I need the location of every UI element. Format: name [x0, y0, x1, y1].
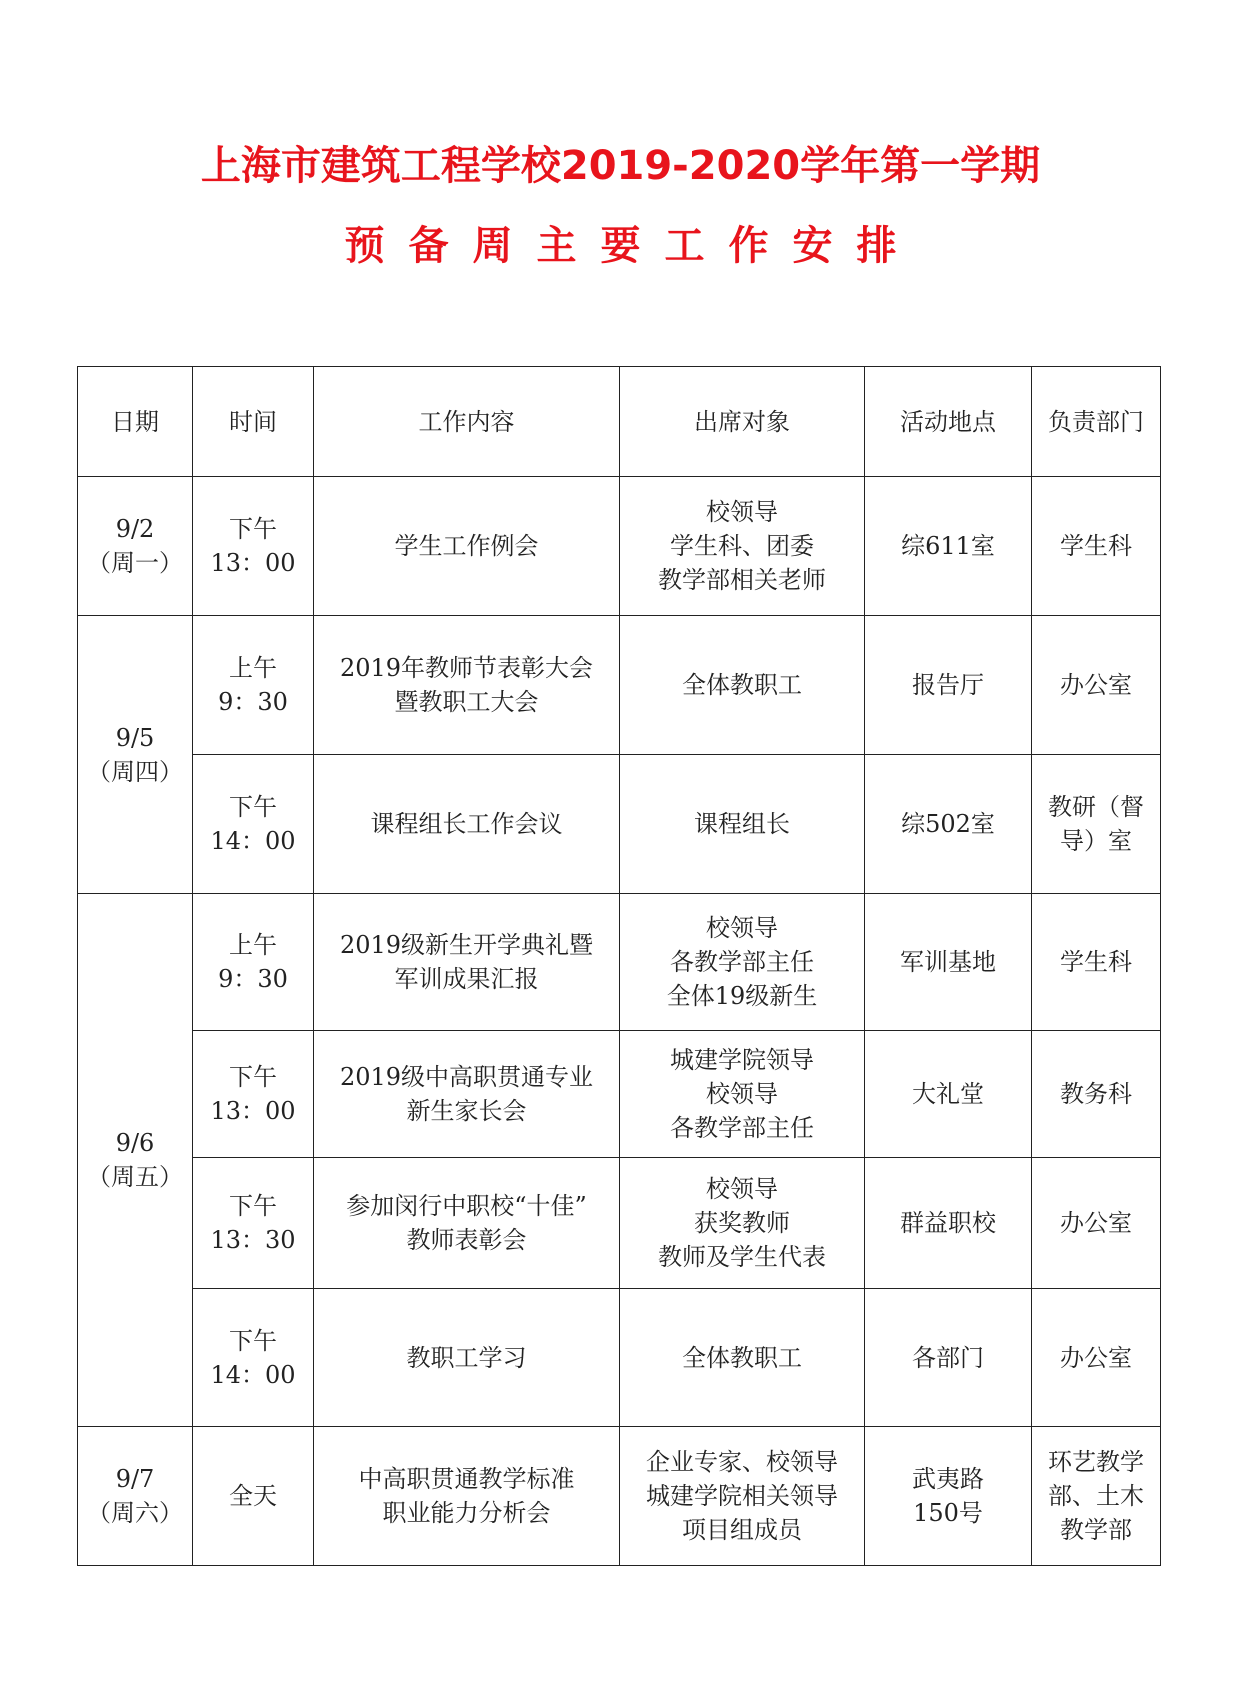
time-cell	[193, 1031, 314, 1158]
content-cell-line: 学生工作例会	[394, 532, 539, 560]
table-row	[78, 1289, 1161, 1427]
date-cell-line: 9/2	[115, 515, 155, 543]
department-cell-line: 办公室	[1060, 671, 1132, 699]
time-cell	[193, 894, 314, 1031]
attendees-cell	[620, 1427, 865, 1566]
department-cell-line: 办公室	[1060, 1343, 1132, 1372]
attendees-cell-line: 各教学部主任	[670, 1114, 814, 1142]
time-cell	[193, 477, 314, 616]
time-cell-line: 14：00	[210, 827, 296, 855]
header-location: 活动地点	[865, 367, 1032, 477]
attendees-cell	[620, 1289, 865, 1427]
time-cell	[193, 1427, 314, 1566]
department-cell-line: 学生科	[1060, 532, 1132, 560]
content-cell	[314, 1031, 620, 1158]
time-cell	[193, 1289, 314, 1427]
department-cell	[1032, 616, 1161, 755]
location-cell-line: 群益职校	[900, 1209, 996, 1237]
content-cell-line: 教师表彰会	[406, 1226, 527, 1254]
content-cell	[314, 1289, 620, 1427]
department-cell-line: 办公室	[1060, 1209, 1132, 1237]
department-cell	[1032, 894, 1161, 1031]
attendees-cell-line: 项目组成员	[682, 1516, 802, 1544]
date-cell-line: （周五）	[87, 1163, 183, 1191]
document-title-line2: 预备周主要工作安排	[344, 223, 921, 269]
time-cell-line: 下午	[229, 1326, 277, 1355]
location-cell-line: 报告厅	[912, 671, 984, 699]
content-cell	[314, 616, 620, 755]
attendees-cell-line: 教学部相关老师	[658, 566, 826, 594]
attendees-cell-line: 校领导	[706, 914, 778, 942]
location-cell-line: 大礼堂	[912, 1080, 984, 1108]
table-header-row	[78, 367, 1161, 477]
attendees-cell-line: 全体教职工	[682, 671, 802, 699]
department-cell-line: 学生科	[1060, 948, 1132, 976]
content-cell	[314, 894, 620, 1031]
attendees-cell	[620, 894, 865, 1031]
time-cell-line: 13：00	[210, 1097, 296, 1125]
date-cell-line: 9/5	[115, 723, 155, 752]
table-row	[78, 616, 1161, 755]
content-cell-line: 暨教职工大会	[394, 688, 539, 716]
time-cell-line: 全天	[229, 1482, 277, 1510]
date-cell	[78, 1427, 193, 1566]
time-cell-line: 下午	[229, 515, 277, 543]
department-cell	[1032, 1031, 1161, 1158]
location-cell-line: 军训基地	[900, 948, 996, 976]
date-cell-line: （周六）	[87, 1499, 183, 1527]
content-cell-line: 参加闵行中职校“十佳”	[346, 1192, 587, 1220]
location-cell-line: 各部门	[912, 1343, 984, 1372]
department-cell	[1032, 1289, 1161, 1427]
content-cell-line: 教职工学习	[406, 1343, 527, 1372]
date-cell-line: （周一）	[87, 549, 183, 577]
time-cell-line: 13：30	[210, 1226, 296, 1254]
location-cell-line: 综502室	[901, 810, 995, 838]
location-cell	[865, 1158, 1032, 1289]
location-cell	[865, 616, 1032, 755]
date-cell	[78, 616, 193, 894]
attendees-cell-line: 学生科、团委	[670, 532, 814, 560]
location-cell-line: 150号	[913, 1499, 983, 1527]
attendees-cell-line: 各教学部主任	[670, 948, 814, 976]
schedule-table	[77, 366, 1161, 1566]
time-cell	[193, 755, 314, 894]
time-cell-line: 下午	[229, 1063, 277, 1091]
time-cell-line: 9：30	[218, 688, 288, 716]
location-cell	[865, 477, 1032, 616]
date-cell-line: 9/6	[115, 1129, 155, 1157]
table-row	[78, 477, 1161, 616]
attendees-cell	[620, 477, 865, 616]
date-cell	[78, 894, 193, 1427]
attendees-cell	[620, 616, 865, 755]
content-cell	[314, 755, 620, 894]
time-cell	[193, 1158, 314, 1289]
header-date: 日期	[78, 367, 193, 477]
time-cell-line: 上午	[229, 654, 277, 682]
attendees-cell-line: 全体教职工	[682, 1343, 802, 1372]
content-cell-line: 中高职贯通教学标准	[358, 1465, 575, 1493]
attendees-cell-line: 全体19级新生	[666, 982, 818, 1010]
header-department: 负责部门	[1032, 367, 1161, 477]
time-cell-line: 9：30	[218, 965, 288, 993]
date-cell-line: 9/7	[115, 1465, 155, 1493]
document-title-line1: 上海市建筑工程学校2019-2020学年第一学期	[200, 143, 1041, 189]
header-attendees: 出席对象	[620, 367, 865, 477]
attendees-cell	[620, 1031, 865, 1158]
attendees-cell-line: 教师及学生代表	[658, 1243, 826, 1271]
table-row	[78, 1158, 1161, 1289]
table-row	[78, 894, 1161, 1031]
location-cell-line: 武夷路	[912, 1465, 984, 1493]
content-cell-line: 2019级中高职贯通专业	[339, 1063, 594, 1091]
header-content: 工作内容	[314, 367, 620, 477]
department-cell-line: 教学部	[1060, 1516, 1132, 1544]
location-cell	[865, 1031, 1032, 1158]
table-row	[78, 1031, 1161, 1158]
department-cell	[1032, 1158, 1161, 1289]
content-cell	[314, 1158, 620, 1289]
location-cell	[865, 1289, 1032, 1427]
time-cell	[193, 616, 314, 755]
department-cell-line: 教务科	[1060, 1080, 1132, 1108]
attendees-cell-line: 课程组长	[694, 810, 790, 838]
location-cell	[865, 894, 1032, 1031]
table-row	[78, 755, 1161, 894]
time-cell-line: 14：00	[210, 1360, 296, 1389]
department-cell-line: 导）室	[1060, 827, 1132, 855]
attendees-cell	[620, 1158, 865, 1289]
table-body	[78, 477, 1161, 1566]
date-cell	[78, 477, 193, 616]
time-cell-line: 13：00	[210, 549, 296, 577]
attendees-cell-line: 城建学院相关领导	[646, 1482, 838, 1510]
content-cell-line: 新生家长会	[406, 1097, 527, 1125]
time-cell-line: 下午	[229, 793, 277, 821]
department-cell-line: 环艺教学	[1048, 1448, 1144, 1476]
content-cell-line: 2019级新生开学典礼暨	[339, 931, 594, 959]
table-row	[78, 1427, 1161, 1566]
time-cell-line: 下午	[229, 1192, 277, 1220]
header-time: 时间	[193, 367, 314, 477]
attendees-cell-line: 获奖教师	[694, 1209, 790, 1237]
department-cell	[1032, 477, 1161, 616]
attendees-cell-line: 校领导	[706, 1080, 778, 1108]
department-cell-line: 部、土木	[1048, 1482, 1144, 1510]
attendees-cell-line: 校领导	[706, 1175, 778, 1203]
content-cell	[314, 1427, 620, 1566]
time-cell-line: 上午	[229, 931, 277, 959]
attendees-cell-line: 校领导	[706, 498, 778, 526]
location-cell-line: 综611室	[901, 532, 995, 560]
department-cell	[1032, 755, 1161, 894]
attendees-cell-line: 城建学院领导	[670, 1046, 814, 1074]
location-cell	[865, 1427, 1032, 1566]
content-cell-line: 课程组长工作会议	[370, 810, 563, 838]
content-cell	[314, 477, 620, 616]
attendees-cell-line: 企业专家、校领导	[646, 1448, 838, 1476]
content-cell-line: 军训成果汇报	[394, 965, 539, 993]
department-cell	[1032, 1427, 1161, 1566]
date-cell-line: （周四）	[87, 757, 183, 786]
department-cell-line: 教研（督	[1048, 793, 1144, 821]
content-cell-line: 2019年教师节表彰大会	[339, 654, 594, 682]
attendees-cell	[620, 755, 865, 894]
location-cell	[865, 755, 1032, 894]
content-cell-line: 职业能力分析会	[382, 1499, 551, 1527]
